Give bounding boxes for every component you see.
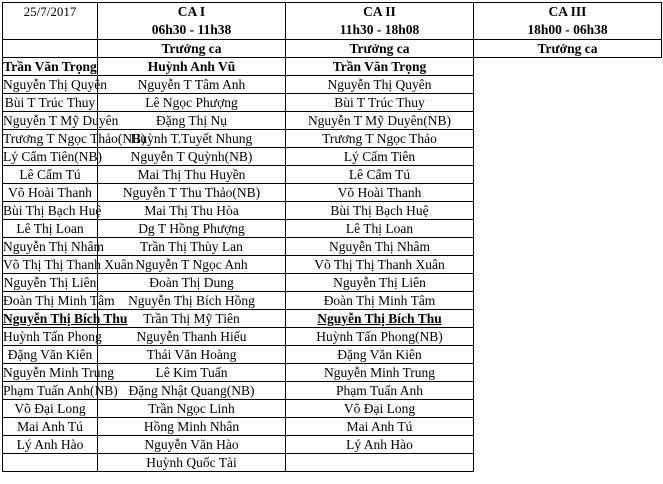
staff-name-cell: Lê Cẩm Tú [3,166,98,184]
staff-name-cell: Huỳnh T.Tuyết Nhung [98,130,286,148]
staff-name-cell: Trần Thị Thùy Lan [98,238,286,256]
shift-header-3 [474,3,662,40]
staff-name-cell: Võ Đại Long [286,400,474,418]
staff-row [3,346,662,364]
shift-header-2 [286,3,474,40]
staff-row [3,58,662,76]
staff-name-cell: Đặng Văn Kiên [3,346,98,364]
staff-row [3,310,662,328]
staff-name-cell: Lý Anh Hào [3,436,98,454]
staff-name-cell: Đoàn Thị Minh Tâm [286,292,474,310]
staff-name-cell: Trương T Ngọc Thảo [286,130,474,148]
staff-row [3,202,662,220]
staff-name-cell: Bùi T Trúc Thuy [286,94,474,112]
staff-name-cell: Mai Anh Tú [286,418,474,436]
staff-row [3,364,662,382]
staff-name-cell: Nguyễn Thị Liên [3,275,97,290]
shift-time: 18h00 - 06h38 [527,22,608,37]
staff-name-cell: Võ Thị Thị Thanh Xuân [286,256,474,274]
staff-name-cell: Huỳnh Quốc Tài [98,454,286,472]
staff-name-cell: Trương T Ngọc Thảo(NB) [3,131,146,146]
leader-label: Trưởng ca [286,40,474,58]
staff-name-cell: Nguyễn Thị Quyên [286,76,474,94]
staff-name-cell: Dg T Hồng Phượng [98,220,286,238]
staff-row [3,130,662,148]
staff-row [3,220,662,238]
staff-name-cell: Mai Thị Thu Hòa [98,202,286,220]
staff-row [3,418,662,436]
leader-label: Trưởng ca [98,40,286,58]
staff-name-cell: Nguyễn Thị Quyên [3,77,107,92]
staff-name-cell: Võ Hoài Thanh [3,184,98,202]
staff-name-cell: Trần Văn Trọng [286,58,474,76]
staff-name-cell: Nguyễn Thị Bích Thu [3,311,128,326]
staff-name-cell: Bùi T Trúc Thuy [3,94,98,112]
staff-name-cell: Lê Cẩm Tú [286,166,474,184]
staff-name-cell: Thái Văn Hoàng [98,346,286,364]
staff-name-cell: Nguyễn T Mỹ Duyên [3,113,119,128]
shift-name: CA III [548,4,587,19]
staff-name-cell: Mai Thị Thu Huyền [98,166,286,184]
staff-row [3,382,662,400]
staff-name-cell [286,454,474,472]
staff-name-cell: Nguyễn T Tâm Anh [98,76,286,94]
staff-name-cell: Hồng Minh Nhân [98,418,286,436]
staff-name-cell: Trần Văn Trọng [3,59,97,74]
staff-name-cell: Đoàn Thị Dung [98,274,286,292]
staff-row [3,112,662,130]
shift-header-row [3,3,662,40]
staff-name-cell: Nguyễn Thị Nhâm [286,238,474,256]
staff-name-cell: Nguyễn Thị Liên [286,274,474,292]
staff-name-cell: Nguyễn T Ngọc Anh [98,256,286,274]
staff-name-cell: Nguyễn Thị Bích Hồng [98,292,286,310]
staff-name-cell: Đặng Nhật Quang(NB) [98,382,286,400]
staff-row [3,274,662,292]
staff-row [3,166,662,184]
staff-name-cell: Bùi Thị Bạch Huệ [3,203,102,218]
staff-name-cell: Võ Đại Long [3,400,98,418]
staff-name-cell: Mai Anh Tú [3,418,98,436]
staff-name-cell: Nguyễn T Mỹ Duyên(NB) [286,112,474,130]
staff-row [3,400,662,418]
leader-label: Trưởng ca [474,40,662,58]
staff-row [3,292,662,310]
staff-name-cell [3,454,98,472]
staff-row [3,238,662,256]
staff-name-cell: Huỳnh Anh Vũ [98,58,286,76]
staff-row [3,454,662,472]
staff-name-cell: Lê Thị Loan [286,220,474,238]
staff-row [3,256,662,274]
date-column-blank [3,40,98,58]
staff-name-cell: Nguyễn Thị Bích Thu [286,310,474,328]
staff-name-cell: Trần Ngọc Linh [98,400,286,418]
staff-name-cell: Nguyễn T Quỳnh(NB) [98,148,286,166]
staff-name-cell: Nguyễn Văn Hào [98,436,286,454]
staff-name-cell: Bùi Thị Bạch Huệ [286,202,474,220]
staff-name-cell: Nguyễn Thanh Hiếu [98,328,286,346]
staff-name-cell: Võ Thị Thị Thanh Xuân [3,257,134,272]
roster-date: 25/7/2017 [3,3,98,40]
staff-name-cell: Lý Anh Hào [286,436,474,454]
shift-time: 11h30 - 18h08 [339,22,420,37]
staff-row [3,436,662,454]
shift-header-1 [98,3,286,40]
leader-label-row [3,40,662,58]
staff-name-cell: Lê Thị Loan [3,220,98,238]
staff-name-cell: Lê Ngọc Phượng [98,94,286,112]
staff-name-cell: Phạm Tuấn Anh(NB) [3,383,118,398]
staff-name-cell: Huỳnh Tấn Phong(NB) [286,328,474,346]
shift-name: CA II [363,4,396,19]
staff-name-cell: Lý Cẩm Tiên(NB) [3,149,103,164]
shift-name: CA I [177,4,206,19]
staff-row [3,184,662,202]
staff-name-cell: Lê Kim Tuấn [98,364,286,382]
staff-name-cell: Võ Hoài Thanh [286,184,474,202]
roster-body [3,58,662,472]
staff-name-cell: Đoàn Thị Minh Tâm [3,293,115,308]
staff-name-cell: Nguyễn Minh Trung [286,364,474,382]
staff-row [3,328,662,346]
staff-name-cell: Huỳnh Tấn Phong [3,329,102,344]
staff-name-cell: Đặng Văn Kiên [286,346,474,364]
shift-time: 06h30 - 11h38 [151,22,232,37]
staff-name-cell: Trần Thị Mỹ Tiên [98,310,286,328]
staff-row [3,94,662,112]
staff-name-cell: Nguyễn Thị Nhâm [3,239,104,254]
staff-name-cell: Nguyễn T Thu Thảo(NB) [98,184,286,202]
staff-name-cell: Nguyễn Minh Trung [3,365,115,380]
staff-name-cell: Phạm Tuấn Anh [286,382,474,400]
shift-roster-table [2,2,662,472]
staff-row [3,148,662,166]
staff-name-cell: Lý Cẩm Tiên [286,148,474,166]
staff-name-cell: Đặng Thị Nụ [98,112,286,130]
staff-row [3,76,662,94]
